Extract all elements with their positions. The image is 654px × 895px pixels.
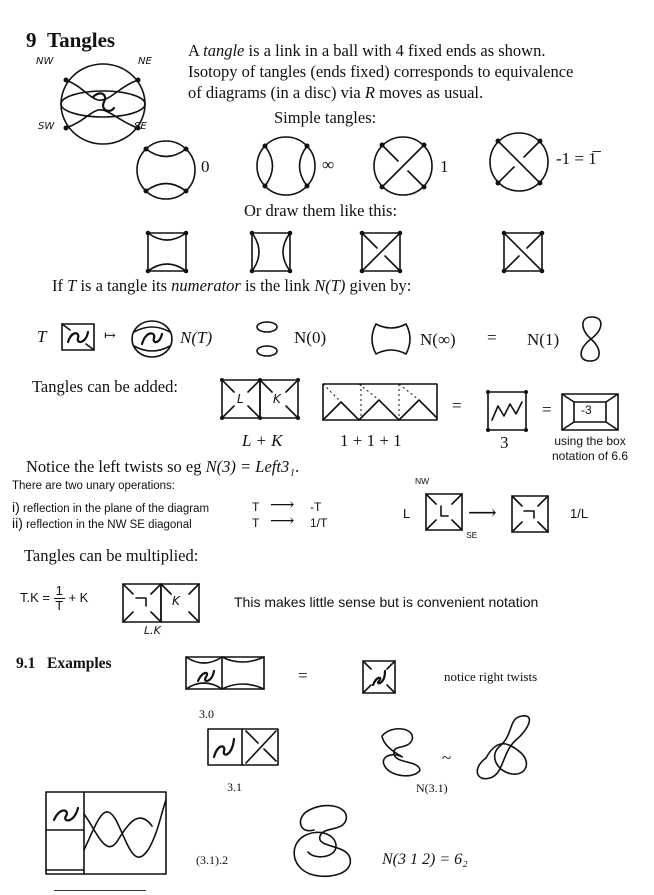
numerator-nt-figure [128, 318, 176, 360]
unary-l: L [403, 506, 411, 521]
addition-lk-label: L + K [242, 431, 283, 450]
numerator-n0-figure [252, 318, 282, 360]
addition-box-value: -3 [581, 403, 592, 417]
numerator-t: T [37, 327, 47, 346]
numerator-ninf-label: N(∞) [420, 330, 456, 349]
numerator-ninf-figure [370, 318, 412, 360]
addition-equals-1: = [452, 396, 462, 415]
label-ne: NE [138, 56, 152, 67]
addition-box-k: K [273, 392, 281, 406]
addition-sum-boxes [321, 382, 439, 422]
intro-paragraph: A tangle is a link in a ball with 4 fixed ends as shown. Isotopy of tangles (ends fixed) corresponds to equivalence of diagrams (in a disc) via R moves as usual. [188, 41, 574, 102]
example-label-312: (3.1).2 [196, 853, 228, 867]
example-label-3-0: 3.0 [199, 707, 214, 721]
example-tilde: ~ [442, 748, 452, 767]
section-title: Tangles [47, 28, 116, 52]
example-3-1-2-figure [44, 790, 168, 876]
addition-box-l: L [237, 392, 244, 406]
numerator-term: numerator [171, 276, 241, 295]
tangle-circle-0 [134, 138, 198, 202]
label-se: SE [134, 121, 147, 132]
simple-label-minus1: -1 = 1̅ [556, 149, 597, 168]
unary-item-2: ii) reflection in the NW SE diagonal [12, 515, 192, 531]
unary-to-1: -T [310, 500, 322, 514]
square-tangle-infinity [250, 231, 292, 273]
addition-three-box [486, 390, 528, 432]
example-right-twists: notice right twists [444, 669, 538, 684]
example-3-1-boxes [206, 727, 280, 767]
example-n31-knot-a [372, 722, 430, 780]
example-3-0-boxes [184, 655, 266, 691]
unary-to-2: 1/T [310, 516, 328, 530]
multiply-boxes [121, 582, 201, 624]
simple-label-infinity: ∞ [322, 155, 335, 174]
unary-result-box [510, 494, 550, 534]
unary-result: 1/L [570, 506, 589, 521]
multiply-heading: Tangles can be multiplied: [24, 546, 199, 565]
notice-left-twists: Notice the left twists so eg N(3) = Left3₁. [26, 457, 300, 476]
examples-title: Examples [47, 655, 112, 672]
section-heading [26, 28, 115, 53]
addition-note: using the box notation of 6.6 [552, 434, 629, 463]
addition-heading: Tangles can be added: [32, 377, 178, 396]
label-sw: SW [38, 121, 55, 132]
numerator-nt-label: N(T) [180, 328, 213, 347]
maps-to-arrow: ↦ [104, 328, 116, 344]
unary-l-box [424, 492, 464, 532]
square-tangle-1 [360, 231, 402, 273]
addition-lk-boxes [220, 378, 300, 420]
tangle-circle-infinity [254, 134, 318, 198]
examples-heading [16, 655, 112, 673]
example-three-box [361, 659, 397, 695]
numerator-n1-figure [574, 314, 608, 364]
simple-tangles-heading: Simple tangles: [274, 108, 377, 127]
multiply-remark: This makes little sense but is convenient notation [234, 594, 539, 610]
addition-sum-label: 1 + 1 + 1 [340, 431, 402, 450]
numerator-n1-label: N(1) [527, 330, 560, 349]
draw-like-text: Or draw them like this: [244, 201, 398, 220]
examples-number: 9.1 [16, 655, 36, 672]
unary-se: SE [466, 530, 478, 540]
multiply-caption: L.K [144, 624, 161, 637]
addition-equals-2: = [542, 400, 552, 419]
unary-diagram-arrow: ⟶ [468, 500, 497, 524]
example-equals: = [298, 666, 308, 685]
simple-label-1: 1 [440, 157, 449, 176]
multiply-box-k: K [172, 594, 180, 608]
simple-label-0: 0 [201, 157, 210, 176]
example-label-3-1: 3.1 [227, 780, 242, 794]
numerator-equals: = [487, 328, 497, 347]
unary-arrow-1: ⟶ [270, 495, 295, 515]
example-n312-knot [284, 800, 368, 882]
addition-three-label: 3 [500, 433, 509, 452]
numerator-n0-label: N(0) [294, 328, 327, 347]
example-label-n31: N(3.1) [416, 781, 448, 795]
unary-from-1: T [252, 500, 260, 514]
example-n31-knot-b [468, 712, 538, 784]
notice-formula: N(3) = Left3₁ [205, 457, 295, 476]
tangle-term: tangle [203, 41, 245, 60]
unary-arrow-2: ⟶ [270, 511, 295, 531]
unary-heading: There are two unary operations: [12, 480, 176, 492]
multiply-formula: T.K = $\frac{1}{T}$ + K [20, 583, 89, 613]
tangle-circle-minus1 [487, 130, 551, 194]
bottom-rule [54, 890, 146, 891]
example-n312-label: N(3 1 2) = 6₂ [382, 851, 468, 868]
numerator-t-box [60, 322, 96, 352]
tangle-circle-1 [371, 134, 435, 198]
label-nw: NW [36, 56, 54, 67]
unary-from-2: T [252, 516, 260, 530]
unary-item-1: i) reflection in the plane of the diagram [12, 499, 210, 515]
unary-nw: NW [415, 476, 430, 486]
square-tangle-0 [146, 231, 188, 273]
numerator-sentence: If T is a tangle its numerator is the link N(T) given by: [52, 276, 412, 295]
section-number: 9 [26, 28, 37, 52]
square-tangle-minus1 [502, 231, 544, 273]
